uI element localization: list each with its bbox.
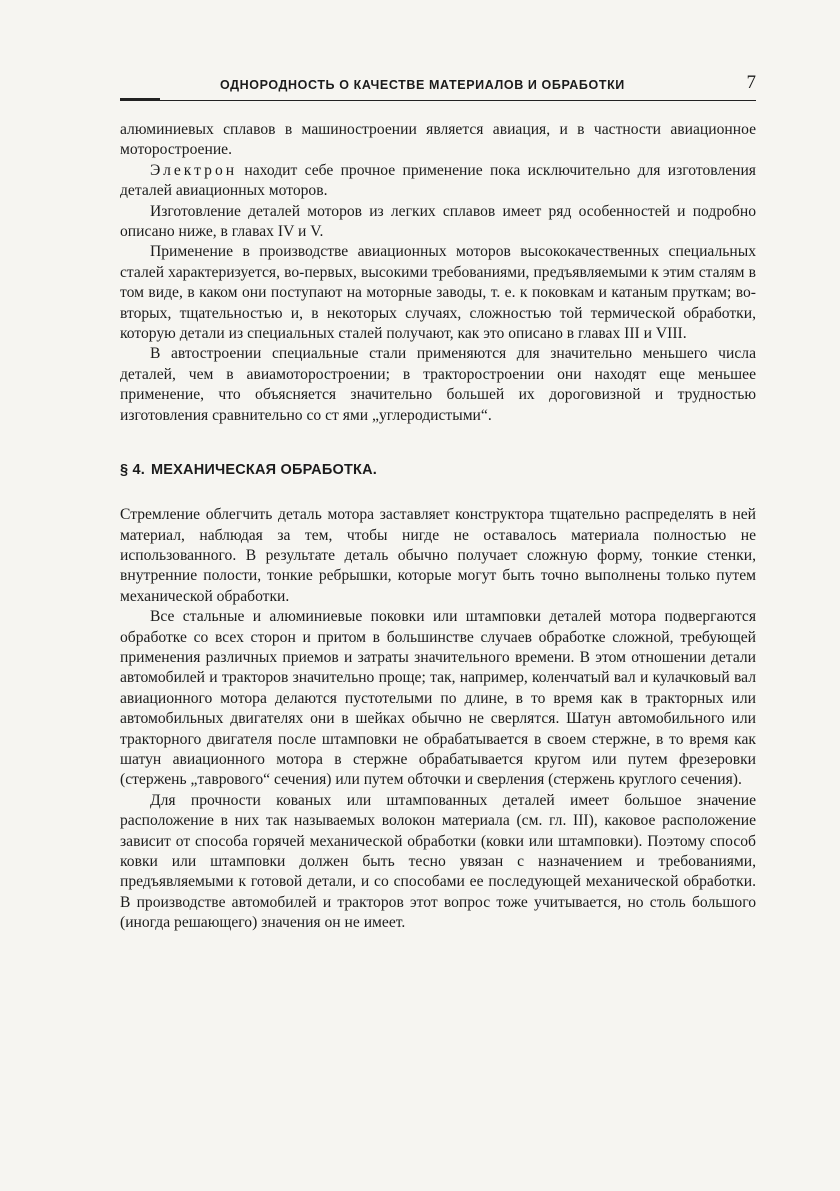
section-heading [120, 462, 756, 478]
paragraph: Все стальные и алюминиевые поковки или штамповки деталей мотора подвергаются обработке со всех сторон и притом в большинстве случаев обработке сложной, требующей применения различных приемов и затраты значительного времени. В этом отношении детали автомобилей и тракторов значительно проще; так, например, коленчатый вал и кулачковый вал авиационного мотора делаются пустотелыми по длине, в то время как в тракторных или автомобильных двигателях они в шейках обычно не сверлятся. Шатун автомобильного или тракторного двигателя после штамповки не обрабатывается в своем стержне, в то время как шатун авиационного мотора в стержне обрабатывается кругом или путем фрезеровки (стержень „таврового“ сечения) или путем обточки и сверления (стержень круглого сечения). [120, 608, 756, 789]
paragraph: В автостроении специальные стали применяются для значительно меньшего числа деталей, чем в авиамоторостроении; в тракторостроении они находят еще меньшее применение, что объясняется значительно большей их дороговизной и трудностью изготовления сравнительно со ст ями „углеродистыми“. [120, 345, 756, 424]
running-head [120, 70, 756, 98]
section-number: § 4. [120, 462, 145, 479]
paragraph: Применение в производстве авиационных моторов высококачественных специальных сталей характеризуется, во-первых, высокими требованиями, предъявляемыми к этим сталям в том виде, в каком они поступают на моторные заводы, т. е. к поковкам и катаным пруткам; во-вторых, тщательностью и, в некоторых случаях, сложностью той термической обработки, которую детали из специальных сталей получают, как это описано в главах III и VIII. [120, 243, 756, 343]
running-title: ОДНОРОДНОСТЬ О КАЧЕСТВЕ МАТЕРИАЛОВ И ОБРАБОТКИ [220, 78, 625, 92]
paragraph: Для прочности кованых или штампованных деталей имеет большое значение расположение в них так называемых волокон материала (см. гл. III), каковое расположение зависит от способа горячей механической обработки (ковки или штамповки). Поэтому способ ковки или штамповки должен быть тесно увязан с назначением и требованиями, предъявляемыми к готовой детали, и со способами ее последующей механической обработки. В производстве автомобилей и тракторов этот вопрос тоже учитывается, но столь большого (иногда решающего) значения он не имеет. [120, 791, 756, 932]
page-number: 7 [746, 72, 756, 93]
paragraph: алюминиевых сплавов в машиностроении является авиация, и в частности авиационное моторостроение. [120, 121, 756, 159]
book-page [120, 70, 756, 932]
header-rule [120, 100, 756, 101]
paragraph [120, 161, 756, 202]
emphasized-word: Электрон [150, 161, 238, 179]
paragraph: Стремление облегчить деталь мотора заставляет конструктора тщательно распределять в ней материал, наблюдая за тем, чтобы нигде не оставалось материала полностью не использованного. В результате деталь обычно получает сложную форму, тонкие стенки, внутренние полости, тонкие ребрышки, которые могут быть точно выполнены только путем механической обработки. [120, 506, 756, 605]
section-title: МЕХАНИЧЕСКАЯ ОБРАБОТКА. [151, 462, 377, 479]
paragraph-text: находит себе прочное применение пока исключительно для изготовления деталей авиационных моторов. [120, 161, 756, 200]
paragraph: Изготовление деталей моторов из легких сплавов имеет ряд особенностей и подробно описано ниже, в главах IV и V. [120, 202, 756, 241]
body-text [120, 120, 756, 934]
